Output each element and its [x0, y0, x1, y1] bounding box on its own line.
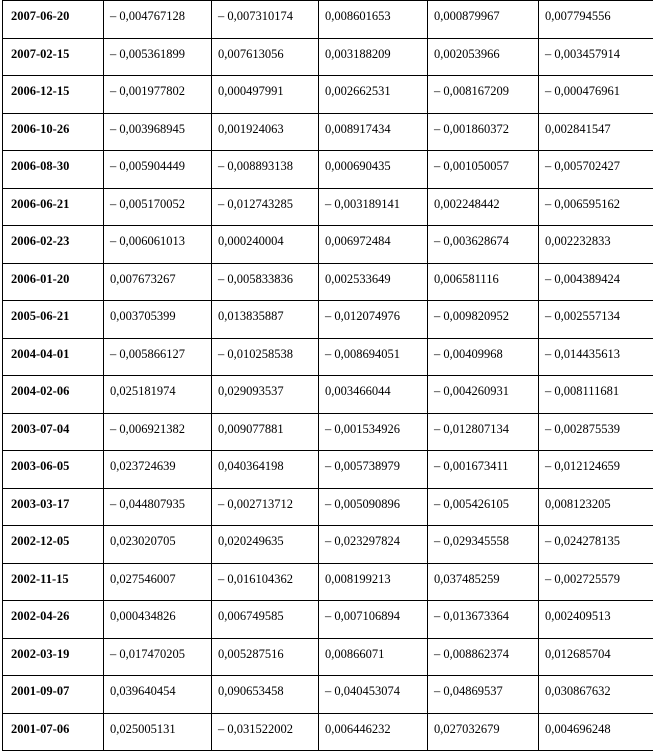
value-cell: 0,027546007: [104, 563, 212, 601]
value-cell: – 0,004767128: [104, 1, 212, 39]
value-cell: – 0,007310174: [212, 1, 319, 39]
value-cell: 0,000240004: [212, 226, 319, 264]
date-cell: 2002-12-05: [3, 526, 104, 564]
value-cell: 0,039640454: [104, 676, 212, 714]
value-cell: 0,00866071: [319, 638, 428, 676]
value-cell: – 0,002713712: [212, 488, 319, 526]
value-cell: – 0,012807134: [428, 413, 539, 451]
value-cell: 0,002533649: [319, 263, 428, 301]
date-cell: 2004-02-06: [3, 376, 104, 414]
date-cell: 2005-06-21: [3, 301, 104, 339]
value-cell: – 0,001534926: [319, 413, 428, 451]
value-cell: 0,000690435: [319, 151, 428, 189]
value-cell: – 0,002725579: [539, 563, 653, 601]
value-cell: 0,027032679: [428, 713, 539, 751]
value-cell: – 0,008893138: [212, 151, 319, 189]
date-cell: 2006-10-26: [3, 113, 104, 151]
value-cell: – 0,001977802: [104, 76, 212, 114]
date-cell: 2006-02-23: [3, 226, 104, 264]
value-cell: – 0,044807935: [104, 488, 212, 526]
value-cell: – 0,005904449: [104, 151, 212, 189]
table-row: [3, 226, 653, 264]
table-row: [3, 413, 653, 451]
value-cell: 0,003705399: [104, 301, 212, 339]
value-cell: 0,025181974: [104, 376, 212, 414]
date-cell: 2006-08-30: [3, 151, 104, 189]
table-row: [3, 338, 653, 376]
value-cell: 0,020249635: [212, 526, 319, 564]
table-row: [3, 76, 653, 114]
date-cell: 2002-04-26: [3, 601, 104, 639]
value-cell: – 0,005833836: [212, 263, 319, 301]
value-cell: 0,008123205: [539, 488, 653, 526]
value-cell: – 0,008862374: [428, 638, 539, 676]
value-cell: 0,007794556: [539, 1, 653, 39]
table-row: [3, 526, 653, 564]
value-cell: – 0,005702427: [539, 151, 653, 189]
value-cell: – 0,014435613: [539, 338, 653, 376]
date-cell: 2004-04-01: [3, 338, 104, 376]
date-cell: 2006-12-15: [3, 76, 104, 114]
value-cell: 0,002248442: [428, 188, 539, 226]
value-cell: 0,030867632: [539, 676, 653, 714]
value-cell: 0,003466044: [319, 376, 428, 414]
value-cell: 0,009077881: [212, 413, 319, 451]
value-cell: – 0,005866127: [104, 338, 212, 376]
value-cell: 0,007673267: [104, 263, 212, 301]
value-cell: – 0,005738979: [319, 451, 428, 489]
value-cell: – 0,04869537: [428, 676, 539, 714]
value-cell: 0,003188209: [319, 38, 428, 76]
value-cell: – 0,040453074: [319, 676, 428, 714]
value-cell: – 0,00409968: [428, 338, 539, 376]
value-cell: – 0,001860372: [428, 113, 539, 151]
value-cell: 0,090653458: [212, 676, 319, 714]
table-row: [3, 301, 653, 339]
table-row: [3, 713, 653, 751]
value-cell: – 0,012124659: [539, 451, 653, 489]
value-cell: 0,006446232: [319, 713, 428, 751]
value-cell: – 0,008694051: [319, 338, 428, 376]
value-cell: 0,029093537: [212, 376, 319, 414]
value-cell: – 0,004260931: [428, 376, 539, 414]
value-cell: – 0,003968945: [104, 113, 212, 151]
value-cell: – 0,005361899: [104, 38, 212, 76]
value-cell: – 0,002875539: [539, 413, 653, 451]
value-cell: 0,007613056: [212, 38, 319, 76]
value-cell: – 0,012074976: [319, 301, 428, 339]
value-cell: 0,000434826: [104, 601, 212, 639]
value-cell: – 0,023297824: [319, 526, 428, 564]
value-cell: – 0,004389424: [539, 263, 653, 301]
value-cell: – 0,012743285: [212, 188, 319, 226]
value-cell: – 0,003457914: [539, 38, 653, 76]
date-cell: 2003-07-04: [3, 413, 104, 451]
table-row: [3, 638, 653, 676]
date-cell: 2003-06-05: [3, 451, 104, 489]
date-cell: 2007-06-20: [3, 1, 104, 39]
value-cell: – 0,007106894: [319, 601, 428, 639]
table-row: [3, 376, 653, 414]
table-row: [3, 38, 653, 76]
value-cell: 0,006749585: [212, 601, 319, 639]
value-cell: – 0,001673411: [428, 451, 539, 489]
value-cell: 0,006972484: [319, 226, 428, 264]
date-cell: 2002-11-15: [3, 563, 104, 601]
value-cell: – 0,000476961: [539, 76, 653, 114]
value-cell: – 0,010258538: [212, 338, 319, 376]
table-row: [3, 151, 653, 189]
table-row: [3, 113, 653, 151]
table-row: [3, 676, 653, 714]
value-cell: – 0,009820952: [428, 301, 539, 339]
table-row: [3, 563, 653, 601]
value-cell: – 0,017470205: [104, 638, 212, 676]
date-cell: 2006-06-21: [3, 188, 104, 226]
value-cell: 0,000497991: [212, 76, 319, 114]
value-cell: – 0,008167209: [428, 76, 539, 114]
table-row: [3, 263, 653, 301]
value-cell: 0,005287516: [212, 638, 319, 676]
date-cell: 2001-07-06: [3, 713, 104, 751]
value-cell: 0,004696248: [539, 713, 653, 751]
value-cell: 0,012685704: [539, 638, 653, 676]
date-cell: 2003-03-17: [3, 488, 104, 526]
value-cell: 0,008601653: [319, 1, 428, 39]
table-row: [3, 451, 653, 489]
value-cell: 0,008917434: [319, 113, 428, 151]
value-cell: – 0,006061013: [104, 226, 212, 264]
value-cell: – 0,005170052: [104, 188, 212, 226]
value-cell: – 0,031522002: [212, 713, 319, 751]
table-body: [3, 1, 653, 751]
value-cell: – 0,006921382: [104, 413, 212, 451]
value-cell: – 0,006595162: [539, 188, 653, 226]
date-cell: 2002-03-19: [3, 638, 104, 676]
value-cell: 0,002841547: [539, 113, 653, 151]
value-cell: 0,013835887: [212, 301, 319, 339]
value-cell: – 0,005426105: [428, 488, 539, 526]
value-cell: 0,000879967: [428, 1, 539, 39]
table-row: [3, 1, 653, 39]
value-cell: – 0,003628674: [428, 226, 539, 264]
value-cell: 0,023724639: [104, 451, 212, 489]
data-table: [2, 0, 653, 751]
date-cell: 2006-01-20: [3, 263, 104, 301]
date-cell: 2007-02-15: [3, 38, 104, 76]
table-row: [3, 601, 653, 639]
value-cell: 0,040364198: [212, 451, 319, 489]
value-cell: 0,001924063: [212, 113, 319, 151]
value-cell: – 0,024278135: [539, 526, 653, 564]
date-cell: 2001-09-07: [3, 676, 104, 714]
value-cell: – 0,003189141: [319, 188, 428, 226]
value-cell: 0,002409513: [539, 601, 653, 639]
value-cell: – 0,001050057: [428, 151, 539, 189]
value-cell: – 0,013673364: [428, 601, 539, 639]
value-cell: 0,002232833: [539, 226, 653, 264]
value-cell: – 0,016104362: [212, 563, 319, 601]
value-cell: 0,025005131: [104, 713, 212, 751]
value-cell: 0,008199213: [319, 563, 428, 601]
value-cell: – 0,005090896: [319, 488, 428, 526]
value-cell: 0,037485259: [428, 563, 539, 601]
value-cell: 0,002053966: [428, 38, 539, 76]
value-cell: – 0,008111681: [539, 376, 653, 414]
value-cell: – 0,029345558: [428, 526, 539, 564]
value-cell: 0,023020705: [104, 526, 212, 564]
value-cell: 0,006581116: [428, 263, 539, 301]
table-row: [3, 488, 653, 526]
value-cell: 0,002662531: [319, 76, 428, 114]
value-cell: – 0,002557134: [539, 301, 653, 339]
table-row: [3, 188, 653, 226]
